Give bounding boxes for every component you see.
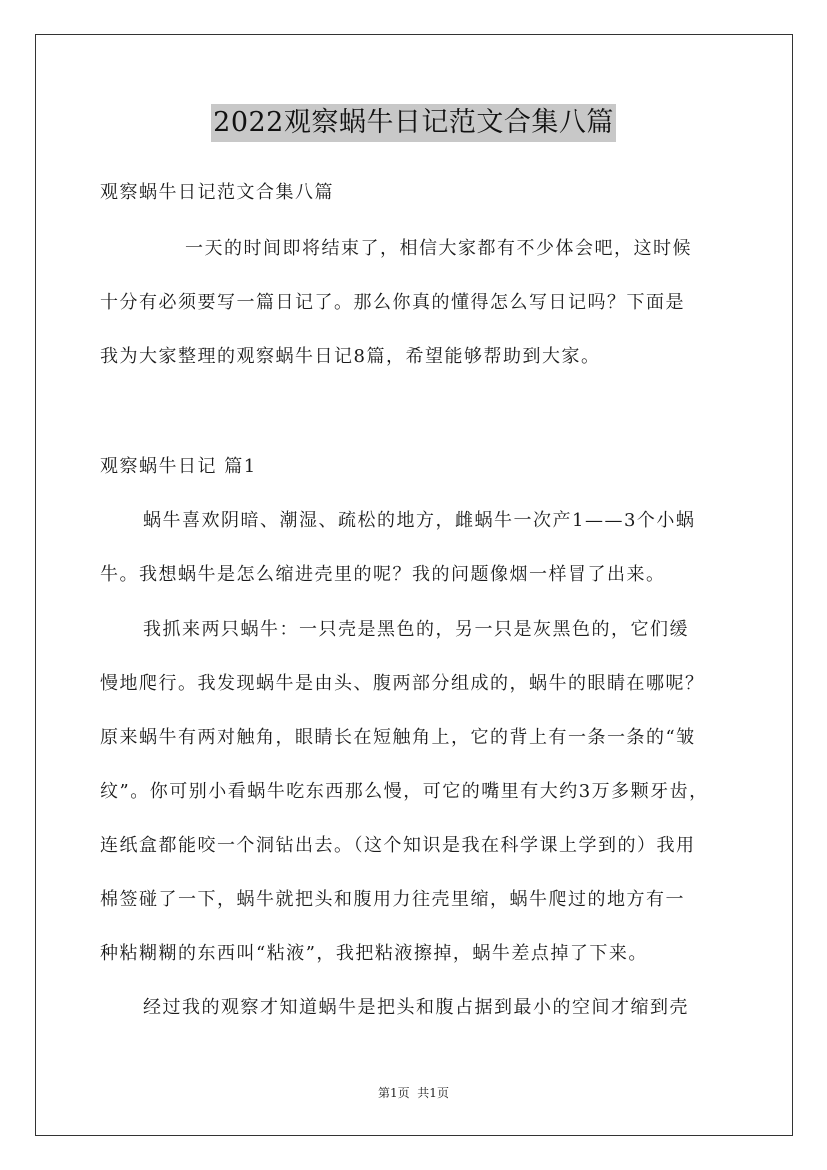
body-line-3: 我抓来两只蜗牛：一只壳是黑色的，另一只是灰黑色的，它们缓: [143, 619, 689, 640]
body-line-7: 连纸盒都能咬一个洞钻出去。（这个知识是我在科学课上学到的）我用: [100, 835, 696, 856]
intro-line-1: 一天的时间即将结束了，相信大家都有不少体会吧，这时候: [185, 238, 692, 259]
subtitle: 观察蜗牛日记范文合集八篇: [100, 182, 334, 203]
body-line-10: 经过我的观察才知道蜗牛是把头和腹占据到最小的空间才缩到壳: [143, 997, 689, 1018]
body-line-4: 慢地爬行。我发现蜗牛是由头、腹两部分组成的，蜗牛的眼睛在哪呢？: [100, 673, 705, 694]
body-line-5: 原来蜗牛有两对触角，眼睛长在短触角上，它的背上有一条一条的“皱: [100, 727, 696, 748]
intro-line-2: 十分有必须要写一篇日记了。那么你真的懂得怎么写日记吗？下面是: [100, 292, 685, 313]
page-footer: 第1页 共1页: [378, 1086, 449, 1100]
section-heading: 观察蜗牛日记 篇1: [100, 456, 257, 477]
body-line-2: 牛。我想蜗牛是怎么缩进壳里的呢？我的问题像烟一样冒了出来。: [100, 564, 666, 585]
intro-line-3: 我为大家整理的观察蜗牛日记8篇，希望能够帮助到大家。: [100, 346, 601, 367]
body-line-6: 纹”。你可别小看蜗牛吃东西那么慢，可它的嘴里有大约3万多颗牙齿，: [100, 781, 709, 802]
body-line-9: 种粘糊糊的东西叫“粘液”，我把粘液擦掉，蜗牛差点掉了下来。: [100, 943, 648, 964]
body-line-1: 蜗牛喜欢阴暗、潮湿、疏松的地方，雌蜗牛一次产1——3个小蜗: [143, 510, 696, 531]
document-title: 2022观察蜗牛日记范文合集八篇: [211, 104, 616, 142]
title-container: [0, 104, 827, 142]
body-line-8: 棉签碰了一下，蜗牛就把头和腹用力往壳里缩，蜗牛爬过的地方有一: [100, 889, 685, 910]
